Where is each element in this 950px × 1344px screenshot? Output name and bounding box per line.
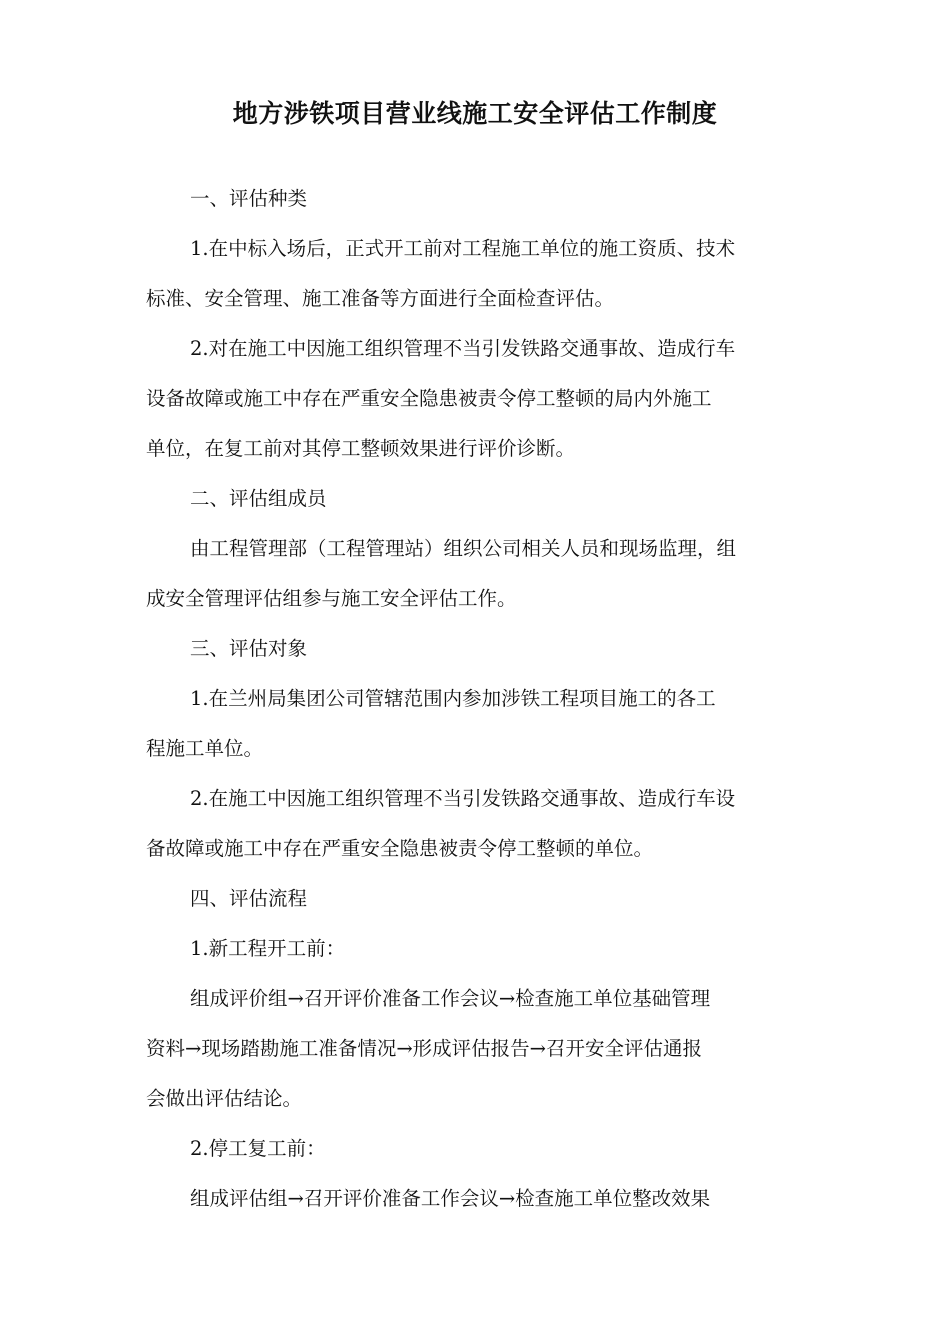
body-line: 设备故障或施工中存在严重安全隐患被责令停工整顿的局内外施工 bbox=[146, 387, 712, 410]
body-line: 由工程管理部（工程管理站）组织公司相关人员和现场监理，组 bbox=[190, 537, 737, 560]
body-line: 1.新工程开工前： bbox=[190, 937, 346, 960]
body-line: 三、评估对象 bbox=[190, 637, 308, 660]
body-line: 单位，在复工前对其停工整顿效果进行评价诊断。 bbox=[146, 437, 576, 460]
body-line: 会做出评估结论。 bbox=[146, 1087, 303, 1110]
body-line: 1.在中标入场后，正式开工前对工程施工单位的施工资质、技术 bbox=[190, 237, 736, 260]
body-line: 组成评价组→召开评价准备工作会议→检查施工单位基础管理 bbox=[190, 987, 711, 1010]
document-title: 地方涉铁项目营业线施工安全评估工作制度 bbox=[232, 99, 718, 128]
body-line: 2.对在施工中因施工组织管理不当引发铁路交通事故、造成行车 bbox=[190, 337, 736, 360]
body-line: 备故障或施工中存在严重安全隐患被责令停工整顿的单位。 bbox=[146, 837, 654, 860]
body-line: 成安全管理评估组参与施工安全评估工作。 bbox=[146, 587, 517, 610]
body-line: 一、评估种类 bbox=[190, 187, 308, 210]
body-line: 组成评估组→召开评价准备工作会议→检查施工单位整改效果 bbox=[190, 1187, 711, 1210]
body-line: 资料→现场踏勘施工准备情况→形成评估报告→召开安全评估通报 bbox=[146, 1037, 703, 1060]
body-line: 1.在兰州局集团公司管辖范围内参加涉铁工程项目施工的各工 bbox=[190, 687, 716, 710]
body-line: 2.停工复工前： bbox=[190, 1137, 326, 1160]
body-line: 标准、安全管理、施工准备等方面进行全面检查评估。 bbox=[146, 287, 615, 310]
body-line: 2.在施工中因施工组织管理不当引发铁路交通事故、造成行车设 bbox=[190, 787, 736, 810]
document-body bbox=[146, 174, 826, 1224]
body-line: 二、评估组成员 bbox=[190, 487, 327, 510]
body-line: 四、评估流程 bbox=[190, 887, 308, 910]
body-line: 程施工单位。 bbox=[146, 737, 264, 760]
